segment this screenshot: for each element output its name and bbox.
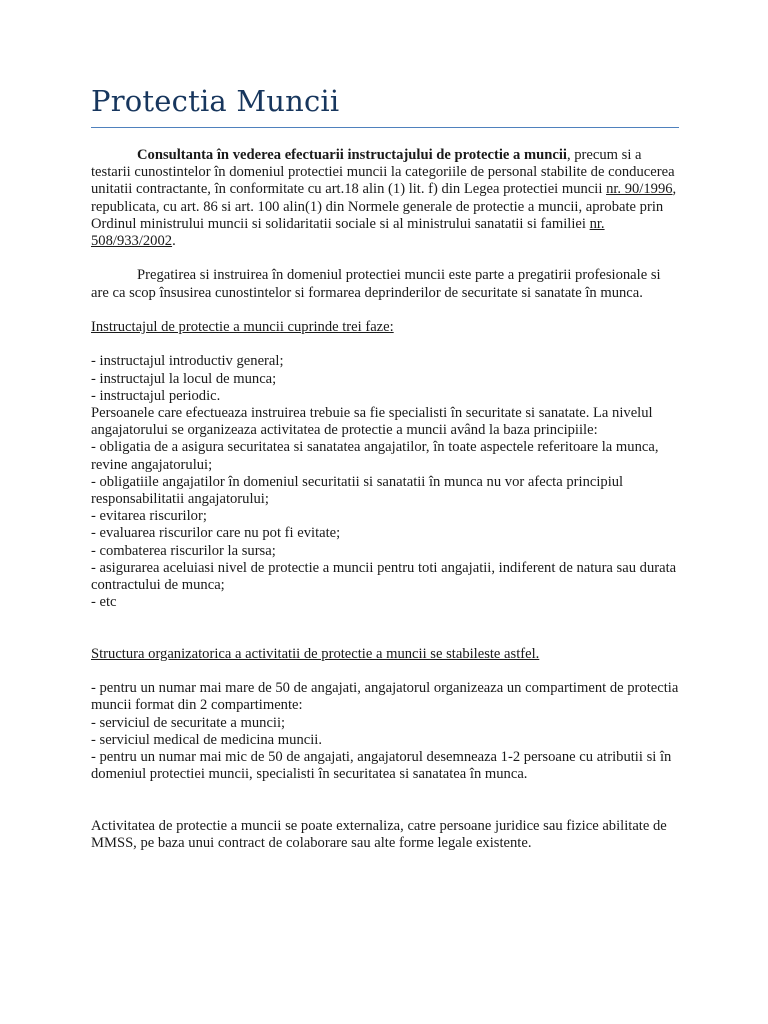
list-item-principle: - asigurarea aceluiasi nivel de protectie a muncii pentru toti angajatii, indiferent de natura sau durata contractului de munca;	[91, 559, 677, 594]
order-link-508-933-2002[interactable]: nr. 508/933/2002	[91, 215, 605, 250]
spacer	[91, 663, 681, 680]
paragraph-pregatirea: Pregatirea si instruirea în domeniul protectiei muncii este parte a pregatirii profesionale si are ca scop însusirea cunostintelor si formarea deprinderilor de securitate si sanatate în munca.	[91, 267, 661, 301]
list-item-principle: - etc	[91, 594, 117, 611]
spacer	[91, 783, 681, 817]
list-item-phase: - instructajul periodic.	[91, 387, 221, 404]
spacer	[91, 336, 681, 353]
list-item-principle: - combaterea riscurilor la sursa;	[91, 542, 276, 559]
list-item-principle: - evaluarea riscurilor care nu pot fi evitate;	[91, 525, 341, 542]
list-item-structure: - serviciul de securitate a muncii;	[91, 714, 286, 731]
paragraph-consultanta	[91, 147, 681, 250]
paragraph-persoanele: Persoanele care efectueaza instruirea trebuie sa fie specialisti în securitate si sanatate. La nivelul angajatorului se organizeaza activitatea de protectie a muncii având la baza principiile:	[91, 405, 653, 439]
list-item-structure: - pentru un numar mai mare de 50 de angajati, angajatorul organizeaza un compartiment de protectia muncii format din 2 compartimente:	[91, 680, 679, 714]
list-item-principle: - obligatia de a asigura securitatea si sanatatea angajatilor, în toate aspectele referitoare la munca, revine angajatorului;	[91, 439, 659, 473]
title-underline-rule	[91, 127, 679, 128]
section-heading-structura	[91, 646, 681, 663]
spacer	[91, 611, 681, 645]
section-heading-instructaj	[91, 319, 681, 336]
underlined-heading: Structura organizatorica a activitatii de protectie a muncii se stabileste astfel.	[91, 645, 540, 662]
list-item-principle: - obligatiile angajatilor în domeniul securitatii si sanatatii în munca nu vor afecta principiul responsabilitatii angajatorului;	[91, 473, 624, 508]
list-item-phase: - instructajul la locul de munca;	[91, 370, 277, 387]
paragraph-text: .	[172, 233, 176, 250]
paragraph-text: , republicata, cu art. 86 si art. 100 alin(1) din Normele generale de protectie a muncii, aprobate prin Ordinul ministrului muncii si solidaritatii sociale si al ministrului sanatatii si familiei	[91, 181, 677, 232]
underlined-heading: Instructajul de protectie a muncii cuprinde trei faze:	[91, 319, 394, 335]
paragraph-text: , precum si a testarii cunostintelor în domeniul protectiei muncii la categoriile de personal stabilite de conducerea unitatii contractante, în conformitate cu art.18 alin (1) lit. f) din Legea protectiei muncii	[91, 147, 675, 198]
list-item-phase: - instructajul introductiv general;	[91, 353, 284, 370]
list-item-principle: - evitarea riscurilor;	[91, 508, 207, 525]
spacer	[91, 250, 681, 267]
paragraph-bold-lead: Consultanta în vederea efectuarii instructajului de protectie a muncii	[137, 147, 567, 163]
list-item-structure: - pentru un numar mai mic de 50 de angajati, angajatorul desemneaza 1-2 persoane cu atributii si în domeniul protectiei muncii, specialisti în securitatea si sanatatea în munca.	[91, 749, 672, 783]
document-body	[91, 147, 681, 852]
list-item-structure: - serviciul medical de medicina muncii.	[91, 731, 322, 748]
law-link-90-1996[interactable]: nr. 90/1996	[606, 181, 673, 198]
paragraph-externalizare: Activitatea de protectie a muncii se poate externaliza, catre persoane juridice sau fizice abilitate de MMSS, pe baza unui contract de colaborare sau alte forme legale existente.	[91, 817, 667, 852]
page-title: Protectia Muncii	[91, 84, 340, 118]
spacer	[91, 302, 681, 319]
